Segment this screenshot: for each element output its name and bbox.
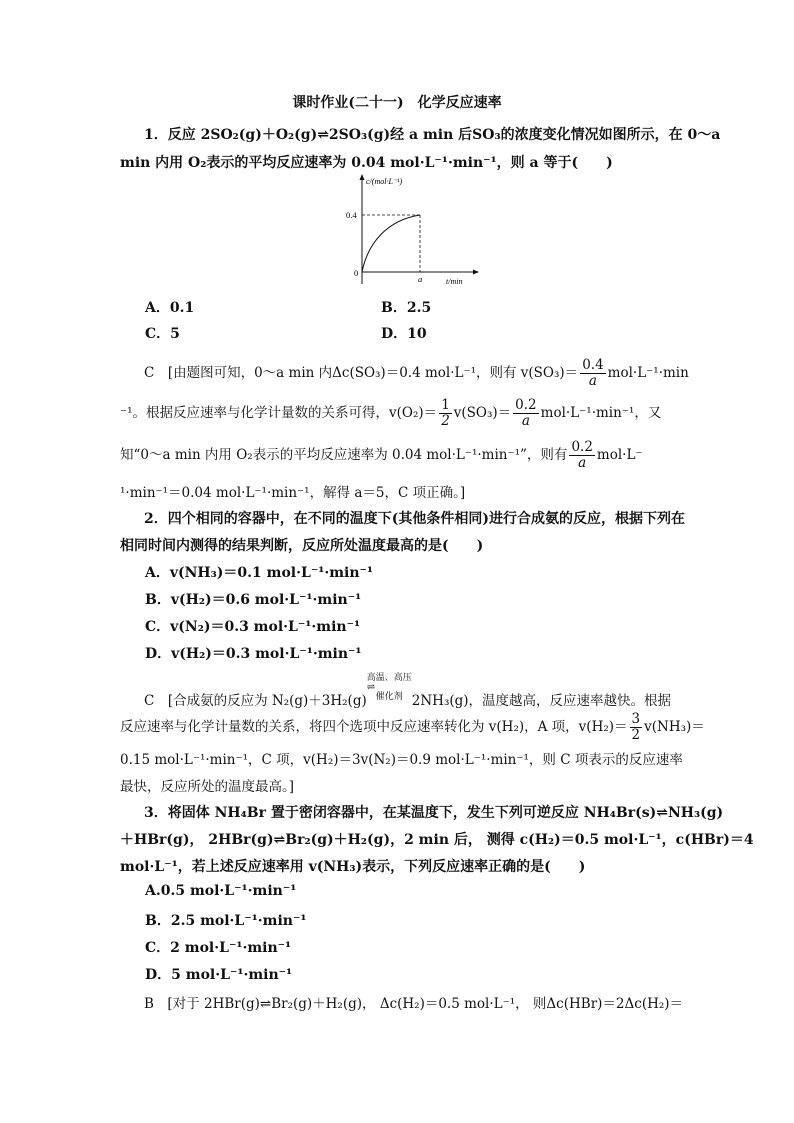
q2-stem-line2: 相同时间内测得的结果判断，反应所处温度最高的是( ) xyxy=(120,538,484,554)
q1-answer-line3: 知“0～a min 内用 O₂表示的平均反应速率为 0.04 mol·L⁻¹·min⁻¹”，则有 $\frac{0.2}{a}$ mol·L⁻ xyxy=(120,439,643,471)
q1-stem-line1: 1．反应 2SO₂(g)＋O₂(g)⇌2SO₃(g)经 a min 后SO₃的浓度变化情况如图所示，在 0～a xyxy=(144,127,721,143)
q1-fraction-0.2-over-a-2: $\frac{0.2}{a}$ xyxy=(571,439,593,471)
q3-stem-line3: mol·L⁻¹，若上述反应速率用 v(NH₃)表示，下列反应速率正确的是( ) xyxy=(120,859,586,875)
q1-fraction-0.4-over-a: $\frac{0.4}{a}$ xyxy=(582,357,604,389)
q1-concentration-chart xyxy=(340,172,480,290)
q3-option-b: B．2.5 mol·L⁻¹·min⁻¹ xyxy=(145,913,307,929)
chart-origin-label: 0 xyxy=(354,268,359,278)
q2-option-a: A．v(NH₃)＝0.1 mol·L⁻¹·min⁻¹ xyxy=(145,565,374,581)
q1-option-d: D．10 xyxy=(381,326,427,342)
chart-y-label: c/(mol·L⁻¹) xyxy=(366,177,403,186)
q2-answer-line3: 0.15 mol·L⁻¹·min⁻¹，C 项，v(H₂)＝3v(N₂)＝0.9 mol·L⁻¹·min⁻¹，则 C 项表示的反应速率 xyxy=(120,752,683,768)
q2-stem-line1: 2．四个相同的容器中，在不同的温度下(其他条件相同)进行合成氨的反应，根据下列在 xyxy=(144,511,685,527)
q3-answer-line1: B [对于 2HBr(g)⇌Br₂(g)＋H₂(g)， Δc(H₂)＝0.5 mol·L⁻¹， 则Δc(HBr)＝2Δc(H₂)＝ xyxy=(144,996,684,1012)
q1-option-a: A．0.1 xyxy=(145,300,195,316)
q3-option-d: D．5 mol·L⁻¹·min⁻¹ xyxy=(145,967,293,983)
q1-answer-line4: ¹·min⁻¹＝0.04 mol·L⁻¹·min⁻¹，解得 a＝5，C 项正确。] xyxy=(120,485,466,501)
q2-answer-line1: C [合成氨的反应为 N₂(g)＋3H₂(g) 高温、高压 ⇌ 催化剂 2NH₃(g)，温度越高，反应速率越快。根据 xyxy=(144,673,672,709)
chart-x-tick-label: a xyxy=(418,274,423,284)
q3-option-c: C．2 mol·L⁻¹·min⁻¹ xyxy=(145,940,292,956)
q3-option-a: A.0.5 mol·L⁻¹·min⁻¹ xyxy=(145,883,297,899)
q1-option-c: C．5 xyxy=(145,326,180,342)
q1-fraction-one-half: $\frac{1}{2}$ xyxy=(441,397,450,429)
q2-option-b: B．v(H₂)＝0.6 mol·L⁻¹·min⁻¹ xyxy=(145,592,362,608)
page-title: 课时作业(二十一) 化学反应速率 xyxy=(292,95,502,111)
chart-series-curve xyxy=(362,215,420,272)
q1-stem-line2: min 内用 O₂表示的平均反应速率为 0.04 mol·L⁻¹·min⁻¹，则 a 等于( ) xyxy=(120,155,613,171)
q2-fraction-three-halves: $\frac{3}{2}$ xyxy=(631,711,641,743)
chart-x-axis-arrow xyxy=(473,270,479,275)
chart-y-tick-label: 0.4 xyxy=(346,210,357,220)
q1-answer-text: C [由题图可知，0～a min 内Δc(SO₃)＝0.4 mol·L⁻¹，则有 v(SO₃)＝ xyxy=(144,364,579,381)
q2-option-d: D．v(H₂)＝0.3 mol·L⁻¹·min⁻¹ xyxy=(145,646,362,662)
q1-option-b: B．2.5 xyxy=(381,300,432,316)
q3-stem-line1: 3．将固体 NH₄Br 置于密闭容器中，在某温度下，发生下列可逆反应 NH₄Br(s)⇌NH₃(g) xyxy=(144,805,724,821)
q1-answer-line1 xyxy=(144,357,689,389)
q1-answer-line2: ⁻¹。根据反应速率与化学计量数的关系可得，v(O₂)＝ $\frac{1}{2}$ v(SO₃)＝ $\frac{0.2}{a}$ mol·L⁻¹·min⁻¹，又 xyxy=(120,397,662,429)
reaction-condition-arrow: 高温、高压 ⇌ 催化剂 xyxy=(366,673,412,702)
q2-answer-line2: 反应速率与化学计量数的关系，将四个选项中反应速率转化为 v(H₂)，A 项，v(H₂)＝ $\frac{3}{2}$ v(NH₃)＝ xyxy=(120,711,705,743)
q2-option-c: C．v(N₂)＝0.3 mol·L⁻¹·min⁻¹ xyxy=(145,619,361,635)
q2-answer-line4: 最快，反应所处的温度最高。] xyxy=(120,779,295,795)
q1-fraction-0.2-over-a: $\frac{0.2}{a}$ xyxy=(515,397,537,429)
q1-answer-unit: mol·L⁻¹·min xyxy=(607,364,689,381)
chart-x-label: t/min xyxy=(446,277,463,286)
chart-y-axis-arrow xyxy=(360,174,365,180)
q3-stem-line2: ＋HBr(g)， 2HBr(g)⇌Br₂(g)＋H₂(g)，2 min 后， 测得 c(H₂)＝0.5 mol·L⁻¹，c(HBr)＝4 xyxy=(120,832,754,848)
